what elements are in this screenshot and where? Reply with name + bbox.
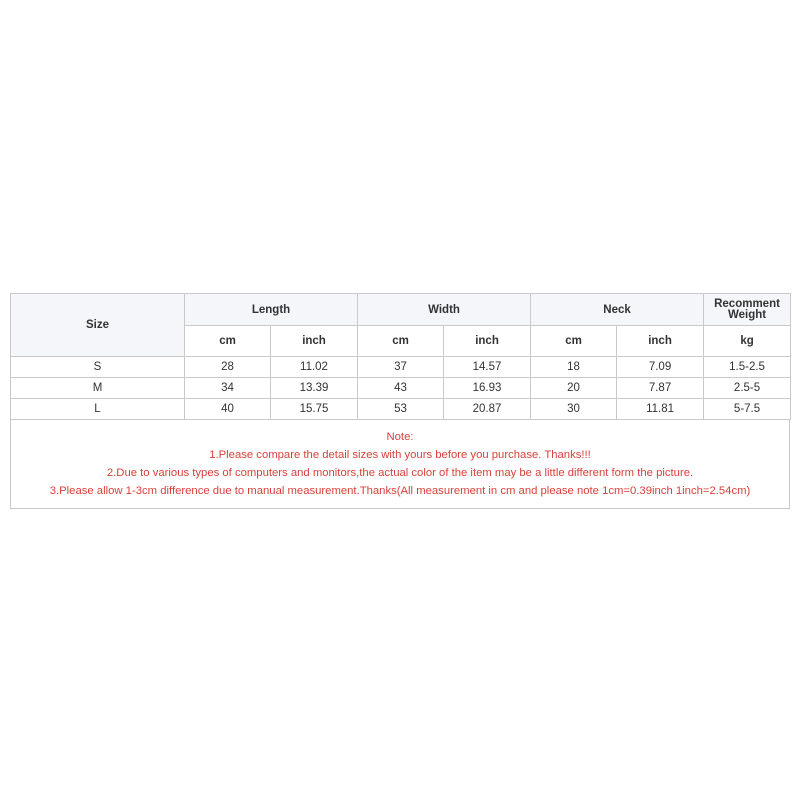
width-cm-cell: 37 bbox=[358, 357, 444, 378]
neck-inch-cell: 11.81 bbox=[617, 399, 704, 420]
table-row bbox=[11, 378, 791, 399]
weight-kg-cell: 5-7.5 bbox=[704, 399, 791, 420]
weight-header-line2: Weight bbox=[727, 308, 767, 321]
neck-group-header: Neck bbox=[531, 294, 704, 326]
note-title: Note: bbox=[386, 431, 414, 443]
length-inch-cell: 15.75 bbox=[271, 399, 358, 420]
length-inch-cell: 13.39 bbox=[271, 378, 358, 399]
neck-inch-cell: 7.87 bbox=[617, 378, 704, 399]
header-row-groups bbox=[11, 294, 791, 326]
size-table bbox=[10, 293, 791, 420]
unit-header-weight-kg: kg bbox=[704, 326, 791, 357]
neck-cm-cell: 20 bbox=[531, 378, 617, 399]
unit-header-length-cm: cm bbox=[185, 326, 271, 357]
neck-cm-cell: 30 bbox=[531, 399, 617, 420]
size-chart bbox=[10, 293, 790, 509]
note-line-2: 2.Due to various types of computers and monitors,the actual color of the item may be a little different form the picture. bbox=[106, 467, 694, 479]
note-line-1: 1.Please compare the detail sizes with yours before you purchase. Thanks!!! bbox=[209, 449, 591, 461]
table-row bbox=[11, 357, 791, 378]
unit-header-neck-inch: inch bbox=[617, 326, 704, 357]
size-cell: S bbox=[11, 357, 185, 378]
length-cm-cell: 34 bbox=[185, 378, 271, 399]
weight-kg-cell: 2.5-5 bbox=[704, 378, 791, 399]
length-group-header: Length bbox=[185, 294, 358, 326]
weight-group-header bbox=[704, 294, 791, 326]
neck-inch-cell: 7.09 bbox=[617, 357, 704, 378]
weight-kg-cell: 1.5-2.5 bbox=[704, 357, 791, 378]
note-box bbox=[10, 420, 790, 509]
note-line-3: 3.Please allow 1-3cm difference due to manual measurement.Thanks(All measurement in cm and please note 1cm=0.39inch 1inch=2.54cm) bbox=[49, 485, 751, 497]
width-group-header: Width bbox=[358, 294, 531, 326]
width-inch-cell: 16.93 bbox=[444, 378, 531, 399]
unit-header-neck-cm: cm bbox=[531, 326, 617, 357]
table-row bbox=[11, 399, 791, 420]
size-column-header: Size bbox=[11, 294, 185, 357]
unit-header-length-inch: inch bbox=[271, 326, 358, 357]
width-inch-cell: 14.57 bbox=[444, 357, 531, 378]
weight-header-line1: Recomment bbox=[714, 297, 780, 310]
length-inch-cell: 11.02 bbox=[271, 357, 358, 378]
width-inch-cell: 20.87 bbox=[444, 399, 531, 420]
size-cell: M bbox=[11, 378, 185, 399]
length-cm-cell: 40 bbox=[185, 399, 271, 420]
width-cm-cell: 43 bbox=[358, 378, 444, 399]
unit-header-width-inch: inch bbox=[444, 326, 531, 357]
unit-header-width-cm: cm bbox=[358, 326, 444, 357]
length-cm-cell: 28 bbox=[185, 357, 271, 378]
neck-cm-cell: 18 bbox=[531, 357, 617, 378]
size-cell: L bbox=[11, 399, 185, 420]
width-cm-cell: 53 bbox=[358, 399, 444, 420]
